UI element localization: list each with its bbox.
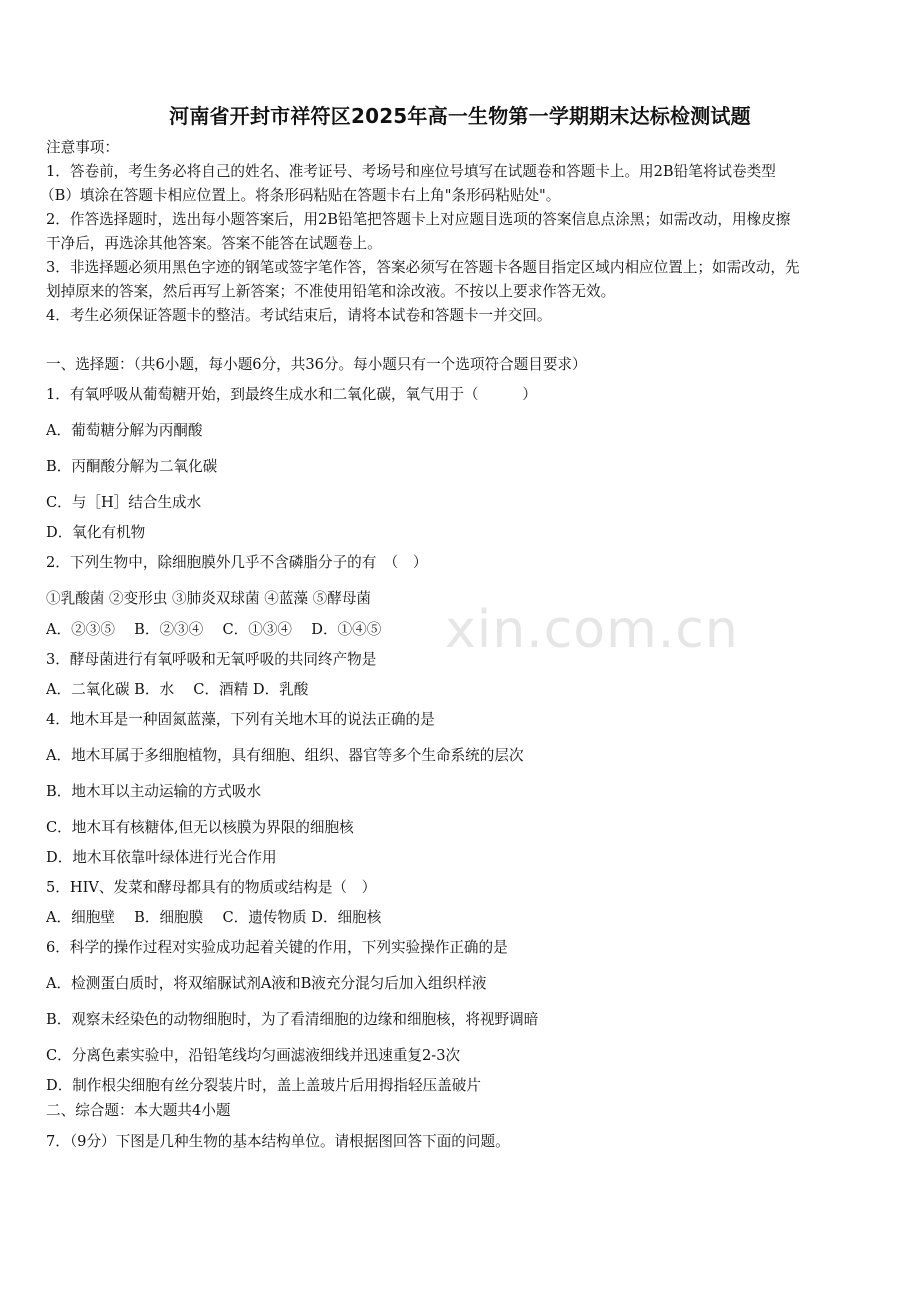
notice-item: 干净后，再选涂其他答案。答案不能答在试题卷上。 [46,235,382,252]
option: B．观察未经染色的动物细胞时，为了看清细胞的边缘和细胞核，将视野调暗 [46,1011,539,1028]
section-heading: 一、选择题：（共6小题，每小题6分，共36分。每小题只有一个选项符合题目要求） [46,356,587,373]
option: C．地木耳有核糖体,但无以核膜为界限的细胞核 [46,819,354,836]
watermark: xin.com.cn [445,600,739,660]
option: D．制作根尖细胞有丝分裂装片时，盖上盖玻片后用拇指轻压盖破片 [46,1077,481,1094]
option-row: A．细胞壁 B．细胞膜 C．遗传物质 D．细胞核 [46,909,382,926]
option-row: A．二氧化碳 B．水 C．酒精 D．乳酸 [46,681,309,698]
question-stem: 6．科学的操作过程对实验成功起着关键的作用，下列实验操作正确的是 [46,939,508,956]
notice-item: 2．作答选择题时，选出每小题答案后，用2B铅笔把答题卡上对应题目选项的答案信息点涂黑；如需改动，用橡皮擦 [46,211,791,228]
question-stem: 5．HIV、发菜和酵母都具有的物质或结构是（ ） [46,879,377,896]
question-stem: 3．酵母菌进行有氧呼吸和无氧呼吸的共同终产物是 [46,651,377,668]
option: B．丙酮酸分解为二氧化碳 [46,458,218,475]
option: A．检测蛋白质时，将双缩脲试剂A液和B液充分混匀后加入组织样液 [46,975,487,992]
page-title: 河南省开封市祥符区2025年高一生物第一学期期末达标检测试题 [169,104,751,128]
question-stem: 7．（9分）下图是几种生物的基本结构单位。请根据图回答下面的问题。 [46,1133,510,1150]
notice-item: 3．非选择题必须用黑色字迹的钢笔或签字笔作答，答案必须写在答题卡各题目指定区域内相应位置上；如需改动，先 [46,259,800,276]
section-heading: 二、综合题：本大题共4小题 [46,1102,231,1119]
option: C．与［H］结合生成水 [46,494,202,511]
question-stem: 2．下列生物中，除细胞膜外几乎不含磷脂分子的有 （ ） [46,554,428,571]
organism-list: ①乳酸菌 ②变形虫 ③肺炎双球菌 ④蓝藻 ⑤酵母菌 [46,590,372,607]
question-stem: 1．有氧呼吸从葡萄糖开始，到最终生成水和二氧化碳，氧气用于（ ） [46,386,537,403]
question-stem: 4．地木耳是一种固氮蓝藻，下列有关地木耳的说法正确的是 [46,711,435,728]
option: D．氧化有机物 [46,524,146,541]
notice-item: 4．考生必须保证答题卡的整洁。考试结束后，请将本试卷和答题卡一并交回。 [46,307,552,324]
notice-item: 划掉原来的答案，然后再写上新答案；不准使用铅笔和涂改液。不按以上要求作答无效。 [46,283,616,300]
option: B．地木耳以主动运输的方式吸水 [46,783,262,800]
option-row: A．②③⑤ B．②③④ C．①③④ D．①④⑤ [46,621,382,638]
option: C．分离色素实验中，沿铅笔线均匀画滤液细线并迅速重复2-3次 [46,1047,461,1064]
notice-item: （B）填涂在答题卡相应位置上。将条形码粘贴在答题卡右上角"条形码粘贴处"。 [40,187,561,204]
option: A．地木耳属于多细胞植物，具有细胞、组织、器官等多个生命系统的层次 [46,747,524,764]
notice-item: 1．答卷前，考生务必将自己的姓名、准考证号、考场号和座位号填写在试题卷和答题卡上。用2B铅笔将试卷类型 [46,163,776,180]
option: D．地木耳依靠叶绿体进行光合作用 [46,849,277,866]
notice-heading: 注意事项： [46,139,119,156]
option: A．葡萄糖分解为丙酮酸 [46,422,203,439]
